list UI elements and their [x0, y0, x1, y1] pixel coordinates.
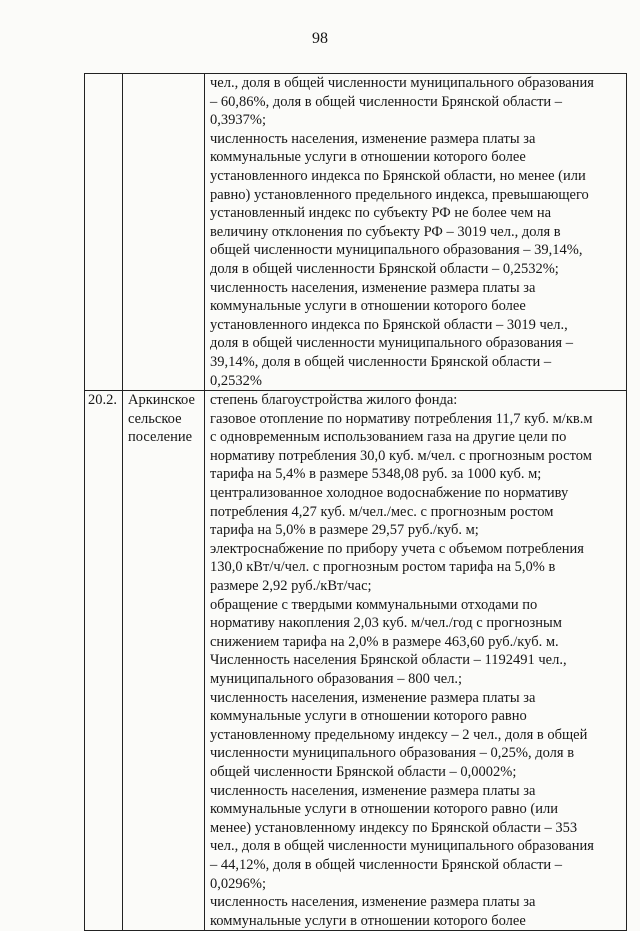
municipality-name-cell [123, 391, 205, 931]
page-number: 98 [312, 30, 328, 47]
indicators-text [210, 391, 622, 930]
text-line: централизованное холодное водоснабжение по нормативу [210, 485, 569, 502]
text-line: степень благоустройства жилого фонда: [210, 392, 458, 409]
text-line: установленный индекс по субъекту РФ не более чем на [210, 205, 552, 222]
text-line: установленного индекса по Брянской области – 3019 чел., [210, 316, 568, 333]
text-line: с одновременным использованием газа на другие цели по [210, 429, 567, 446]
municipal-indicators-table [84, 73, 627, 931]
text-line: – 60,86%, доля в общей численности Брянской области – [210, 93, 563, 110]
text-line: доля в общей численности муниципального образования – [210, 335, 573, 352]
text-line: Аркинское [128, 392, 195, 409]
text-line: коммунальные услуги в отношении которого равно [210, 708, 527, 725]
text-line: установленному предельному индексу – 2 чел., доля в общей [210, 726, 588, 743]
text-line: численность населения, изменение размера платы за [210, 130, 536, 147]
text-line: обращение с твердыми коммунальными отходами по [210, 596, 538, 613]
text-line: 39,14%, доля в общей численности Брянской области – [210, 353, 552, 370]
text-line: – 44,12%, доля в общей численности Брянской области – [210, 856, 563, 873]
text-line: доля в общей численности Брянской области – 0,2532%; [210, 260, 559, 277]
indicators-text-cell [205, 391, 627, 931]
text-line: 130,0 кВт/ч/чел. с прогнозным ростом тарифа на 5,0% в [210, 559, 556, 576]
text-line: тарифа на 5,0% в размере 29,57 руб./куб. м; [210, 522, 479, 539]
text-line: 0,0296%; [210, 875, 266, 892]
text-line: коммунальные услуги в отношении которого более [210, 298, 526, 315]
text-line: численности муниципального образования – 0,25%, доля в [210, 745, 575, 762]
text-line: чел., доля в общей численности муниципального образования [210, 838, 594, 855]
text-line: коммунальные услуги в отношении которого равно (или [210, 801, 558, 818]
text-line: величину отклонения по субъекту РФ – 3019 чел., доля в [210, 223, 561, 240]
text-line: потребления 4,27 куб. м/чел./мес. с прогнозным ростом [210, 503, 554, 520]
text-line: численность населения, изменение размера платы за [210, 279, 536, 296]
text-line: 0,2532% [210, 372, 262, 389]
text-line: Численность населения Брянской области – 1192491 чел., [210, 652, 567, 669]
text-line: поселение [128, 429, 193, 446]
row-number-cell: 20.2. [85, 391, 123, 931]
municipality-name [128, 391, 200, 447]
text-line: численность населения, изменение размера платы за [210, 894, 536, 911]
text-line: нормативу накопления 2,03 куб. м/чел./год с прогнозным [210, 615, 562, 632]
indicators-text-cell [205, 74, 627, 391]
text-line: электроснабжение по прибору учета с объемом потребления [210, 540, 584, 557]
text-line: общей численности муниципального образования – 39,14%, [210, 242, 583, 259]
text-line: снижением тарифа на 2,0% в размере 463,60 руб./куб. м. [210, 633, 559, 650]
text-line: нормативу потребления 30,0 куб. м/чел. с прогнозным ростом [210, 447, 592, 464]
text-line: сельское [128, 410, 182, 427]
text-line: численность населения, изменение размера платы за [210, 782, 536, 799]
text-line: газовое отопление по нормативу потребления 11,7 куб. м/кв.м [210, 410, 593, 427]
text-line: тарифа на 5,4% в размере 5348,08 руб. за 1000 куб. м; [210, 466, 542, 483]
indicators-text [210, 74, 622, 390]
text-line: равно) установленного предельного индекса, превышающего [210, 186, 589, 203]
table-row [85, 74, 627, 391]
text-line: чел., доля в общей численности муниципального образования [210, 75, 594, 91]
table-row [85, 391, 627, 931]
text-line: коммунальные услуги в отношении которого более [210, 149, 526, 166]
text-line: менее) установленному индексу по Брянской области – 353 [210, 819, 578, 836]
text-line: размере 2,92 руб./кВт/час; [210, 578, 372, 595]
municipality-name-cell [123, 74, 205, 391]
text-line: численность населения, изменение размера платы за [210, 689, 536, 706]
row-number-cell [85, 74, 123, 391]
text-line: общей численности Брянской области – 0,0002%; [210, 763, 517, 780]
text-line: муниципального образования – 800 чел.; [210, 671, 463, 687]
text-line: коммунальные услуги в отношении которого более [210, 912, 526, 929]
text-line: установленного индекса по Брянской области, но менее (или [210, 167, 586, 184]
text-line: 0,3937%; [210, 112, 266, 129]
